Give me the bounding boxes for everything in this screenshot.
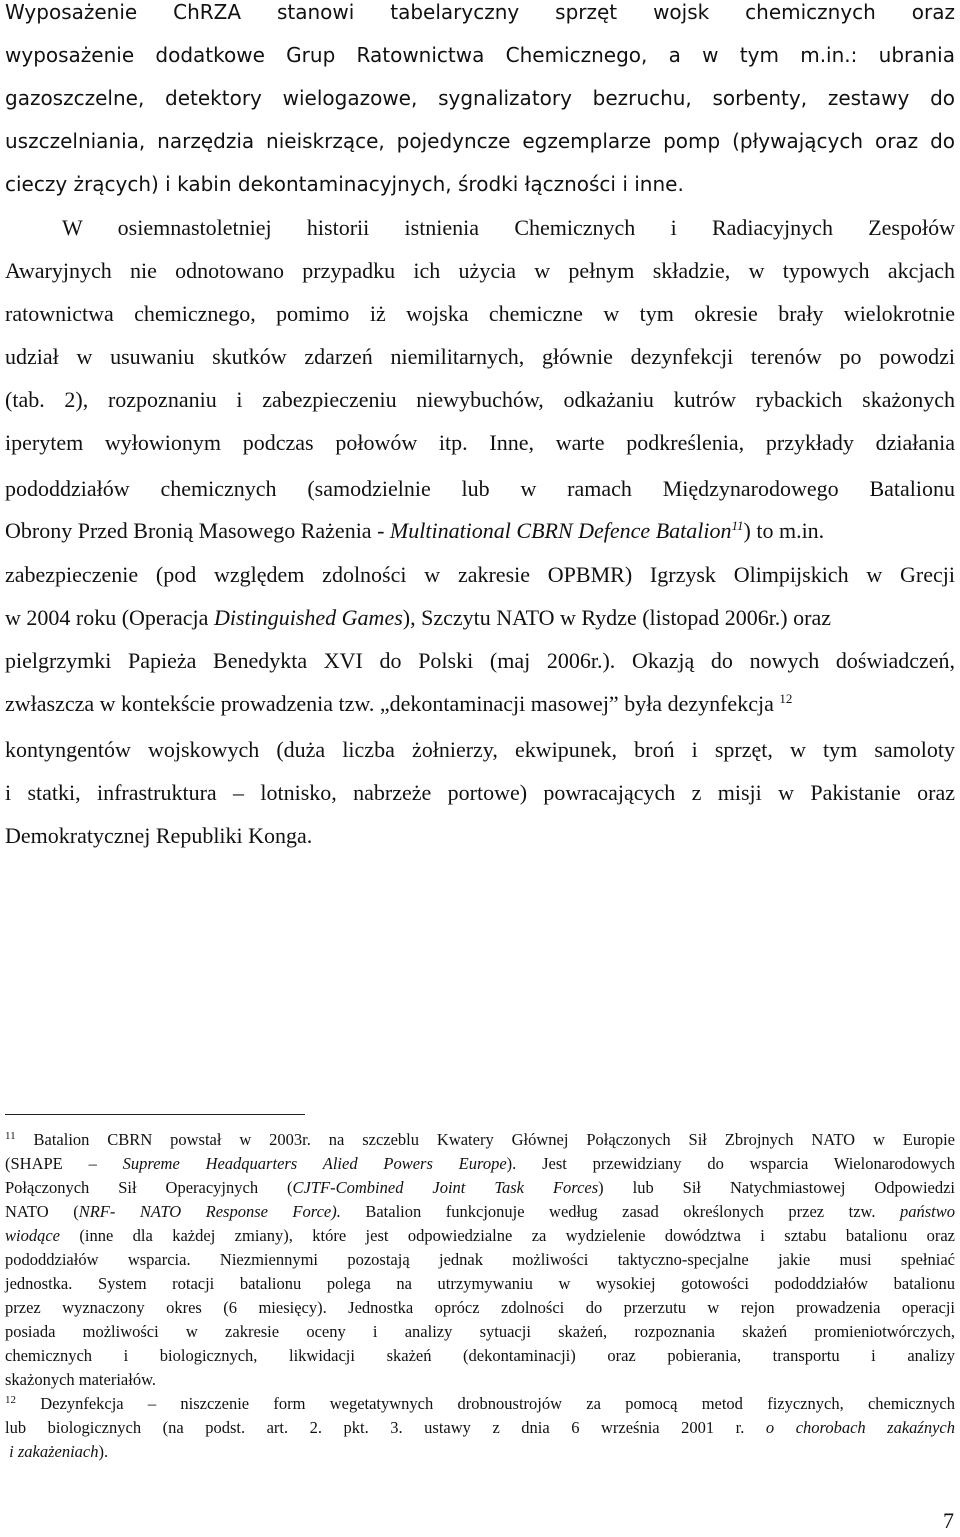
paragraph-line: kontyngentów wojskowych (duża liczba żołnierzy, ekwipunek, broń i sprzęt, w tym samoloty — [5, 737, 955, 762]
footnote-text: Połączonych Sił Operacyjnych ( — [5, 1178, 293, 1197]
footnote-text: NATO ( — [5, 1202, 79, 1221]
footnote-line: posiada możliwości w zakresie oceny i analizy sytuacji skażeń, rozpoznania skażeń promieniotwórczych, — [5, 1322, 955, 1341]
footnote-line: jednostka. System rotacji batalionu polega na utrzymywaniu w wysokiej gotowości pododdziałów batalionu — [5, 1274, 955, 1293]
paragraph-line — [5, 603, 955, 633]
italic-term: Distinguished Games — [213, 605, 403, 630]
paragraph-line: pododdziałów chemicznych (samodzielnie lub w ramach Międzynarodowego Batalionu — [5, 476, 955, 501]
paragraph-line: Awaryjnych nie odnotowano przypadku ich użycia w pełnym składzie, w typowych akcjach — [5, 258, 955, 283]
paragraph-line: zabezpieczenie (pod względem zdolności w zakresie OPBMR) Igrzysk Olimpijskich w Grecji — [5, 562, 955, 587]
paragraph-line: udział w usuwaniu skutków zdarzeń niemilitarnych, głównie dezynfekcji terenów po powodzi — [5, 344, 955, 369]
footnote-marker: 11 — [5, 1130, 16, 1142]
paragraph-line: gazoszczelne, detektory wielogazowe, sygnalizatory bezruchu, sorbenty, zestawy do — [5, 86, 955, 110]
footnote-line: przez wyznaczony okres (6 miesięcy). Jednostka oprócz zdolności do przerzutu w rejon prowadzenia operacji — [5, 1298, 955, 1317]
italic-term: NRF- NATO Response Force). — [78, 1202, 341, 1221]
page-number: 7 — [943, 1508, 954, 1533]
footnote-line — [5, 1176, 955, 1200]
footnote-text: Batalion funkcjonuje według zasad określonych przez tzw. — [365, 1202, 876, 1221]
paragraph-line: cieczy żrących) i kabin dekontaminacyjnych, środki łączności i inne. — [5, 172, 684, 196]
footnote-line — [5, 1440, 955, 1464]
footnote-line — [5, 1224, 955, 1248]
italic-term: wiodące — [5, 1226, 60, 1245]
footnote-line — [5, 1128, 955, 1152]
paragraph-line: iperytem wyłowionym podczas połowów itp. Inne, warte podkreślenia, przykłady działania — [5, 430, 955, 455]
footnote-text: lub biologicznych (na podst. art. 2. pkt. 3. ustawy z dnia 6 września 2001 r. — [5, 1418, 745, 1437]
footnote-text: ). — [98, 1442, 109, 1461]
footnote-text: Batalion CBRN powstał w 2003r. na szczeblu Kwatery Głównej Połączonych Sił Zbrojnych NATO w Europie — [33, 1130, 956, 1149]
footnote-marker: 12 — [5, 1394, 16, 1406]
footnote-line: skażonych materiałów. — [5, 1370, 157, 1389]
footnote-line — [5, 1152, 955, 1176]
footnote-text: Dezynfekcja – niszczenie form wegetatywnych drobnoustrojów za pomocą metod fizycznych, chemicznych — [40, 1394, 955, 1413]
footnote-text: (SHAPE – — [5, 1154, 97, 1173]
paragraph-line: ratownictwa chemicznego, pomimo iż wojska chemiczne w tym okresie brały wielokrotnie — [5, 301, 955, 326]
paragraph-line: (tab. 2), rozpoznaniu i zabezpieczeniu niewybuchów, odkażaniu kutrów rybackich skażonych — [5, 387, 955, 412]
footnote-line — [5, 1416, 955, 1440]
italic-term: CJTF-Combined Joint Task Forces — [292, 1178, 599, 1197]
line-text: zwłaszcza w kontekście prowadzenia tzw. „dekontaminacji masowej” była dezynfekcja — [5, 691, 774, 716]
footnote-ref: 12 — [779, 691, 793, 706]
italic-term: Supreme Headquarters Alied Powers Europe — [122, 1154, 507, 1173]
footnote-line: pododdziałów wsparcia. Niezmiennymi pozostają jednak możliwości taktyczno-specjalne jakie musi spełniać — [5, 1250, 955, 1269]
italic-term: Multinational CBRN Defence Batalion — [389, 518, 732, 543]
paragraph-line: Wyposażenie ChRZA stanowi tabelaryczny sprzęt wojsk chemicznych oraz — [5, 0, 955, 24]
paragraph-line: W osiemnastoletniej historii istnienia Chemicznych i Radiacyjnych Zespołów — [62, 215, 955, 240]
line-text: ), Szczytu NATO w Rydze (listopad 2006r.) oraz — [402, 605, 831, 630]
footnote-text: ) lub Sił Natychmiastowej Odpowiedzi — [598, 1178, 956, 1197]
footnote-line — [5, 1392, 955, 1416]
footnote-ref: 11 — [731, 518, 744, 533]
italic-term: i zakażeniach — [9, 1442, 99, 1461]
paragraph-line — [5, 689, 955, 719]
paragraph-line: wyposażenie dodatkowe Grup Ratownictwa Chemicznego, a w tym m.in.: ubrania — [5, 43, 955, 67]
line-text: ) to m.in. — [743, 518, 825, 543]
italic-term: o chorobach zakaźnych — [765, 1418, 955, 1437]
paragraph-line: Demokratycznej Republiki Konga. — [5, 823, 313, 848]
paragraph-line: pielgrzymki Papieża Benedykta XVI do Polski (maj 2006r.). Okazją do nowych doświadczeń, — [5, 648, 955, 673]
paragraph-line — [5, 516, 955, 546]
paragraph-line: i statki, infrastruktura – lotnisko, nabrzeże portowe) powracających z misji w Pakistanie oraz — [5, 780, 955, 805]
footnote-line: chemicznych i biologicznych, likwidacji skażeń (dekontaminacji) oraz pobierania, transportu i analizy — [5, 1346, 955, 1365]
footnote-line — [5, 1200, 955, 1224]
line-text: w 2004 roku (Operacja — [5, 605, 209, 630]
paragraph-line: uszczelniania, narzędzia nieiskrzące, pojedyncze egzemplarze pomp (pływających oraz do — [5, 129, 955, 153]
footnote-separator — [5, 1114, 305, 1115]
footnote-text: ). Jest przewidziany do wsparcia Wielonarodowych — [506, 1154, 955, 1173]
italic-term: państwo — [900, 1202, 956, 1221]
footnote-text: (inne dla każdej zmiany), które jest odpowiedzialne za wydzielenie dowództwa i sztabu batalionu oraz — [79, 1226, 955, 1245]
line-text: Obrony Przed Bronią Masowego Rażenia - — [5, 518, 385, 543]
